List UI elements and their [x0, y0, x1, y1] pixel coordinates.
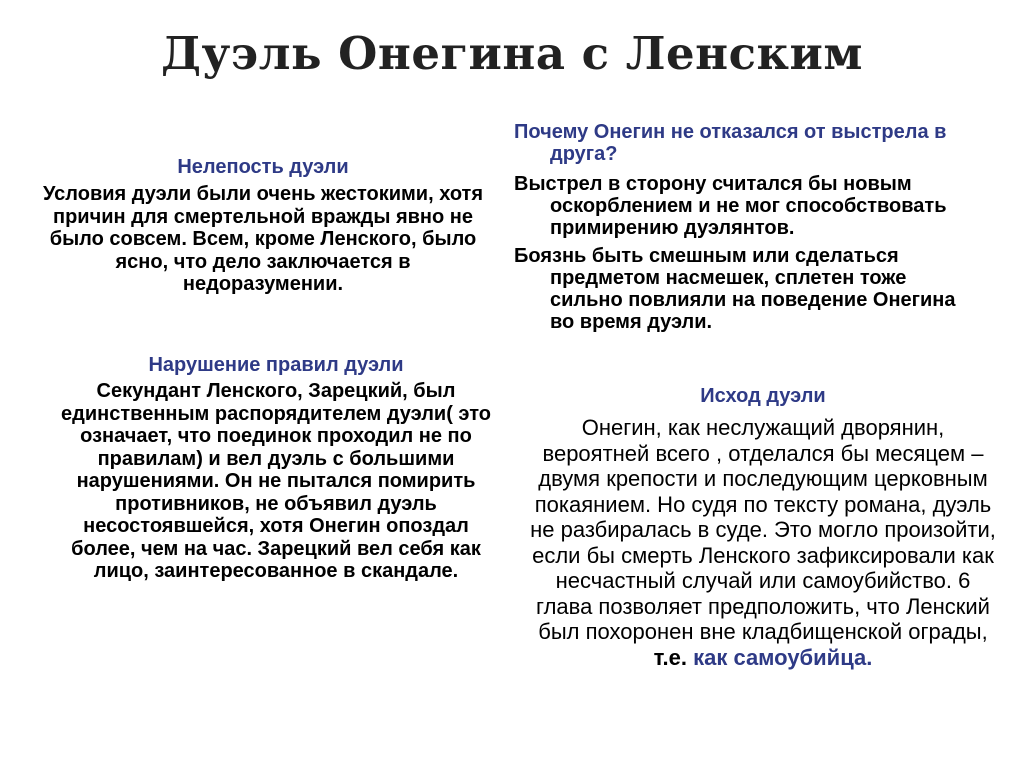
outcome-ie: т.е.: [653, 644, 687, 670]
absurdity-text: Условия дуэли были очень жестокими, хотя причин для смертельной вражды явно не было совсем. Всем, кроме Ленского, было ясно, что дело заключается в недоразумении.: [42, 183, 484, 295]
outcome-text: [526, 415, 1000, 670]
why-paragraph-1: Выстрел в сторону считался бы новым оскорблением и не мог способствовать примирению дуэлянтов.: [514, 173, 947, 239]
slide-title: Дуэль Онегина с Ленским: [161, 27, 863, 80]
outcome-heading: Исход дуэли: [700, 385, 826, 407]
why-heading: Почему Онегин не отказался от выстрела в друга?: [514, 121, 947, 165]
absurdity-section: [34, 156, 492, 296]
violation-text: Секундант Ленского, Зарецкий, был единственным распорядителем дуэли( это означает, что поединок проходил не по правилам) и вел дуэль с большими нарушениями. Он не пытался помирить противников, не объявил дуэль несостоявшейся, хотя Онегин опоздал более, чем на час. Зарецкий вел себя как лицо, заинтересованное в скандале.: [61, 380, 491, 582]
absurdity-heading: Нелепость дуэли: [177, 156, 349, 178]
violation-heading: Нарушение правил дуэли: [148, 354, 404, 376]
outcome-body: Онегин, как неслужащий дворянин, вероятней всего , отделался бы месяцем – двумя крепости и последующим церковным покаянием. Но судя по тексту романа, дуэль не разбиралась в суде. Это могло произойти, если бы смерть Ленского зафиксировали как несчастный случай или самоубийство. 6 глава позволяет предположить, что Ленский был похоронен вне кладбищенской ограды,: [530, 415, 996, 644]
outcome-accent: как самоубийца.: [693, 644, 873, 670]
violation-section: [52, 354, 500, 583]
why-paragraph-2: Боязнь быть смешным или сделаться предметом насмешек, сплетен тоже сильно повлияли на поведение Онегина во время дуэли.: [514, 245, 956, 333]
why-section: [514, 121, 984, 339]
outcome-section: [526, 385, 1000, 670]
